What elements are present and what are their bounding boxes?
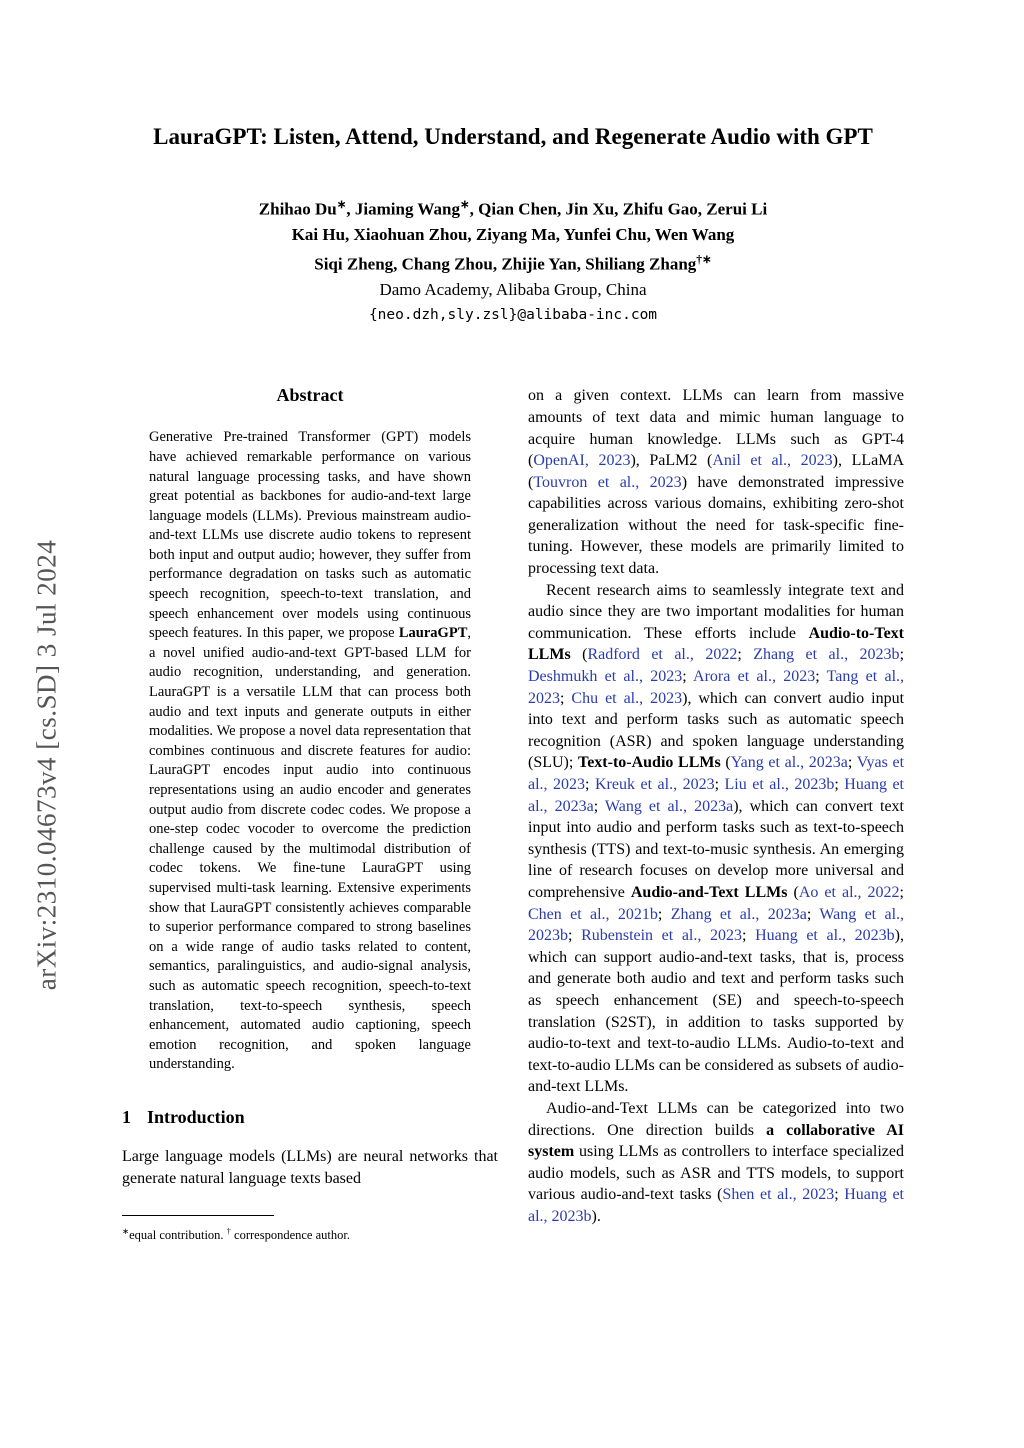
section-number: 1 xyxy=(122,1106,131,1127)
two-column-body xyxy=(122,385,904,1243)
bold-text: Audio-to-Text LLMs xyxy=(528,624,904,664)
citation-link[interactable]: Radford et al., 2022 xyxy=(587,646,738,664)
citation-link[interactable]: Huang et al., 2023a xyxy=(528,776,904,815)
section-heading-introduction xyxy=(122,1107,498,1128)
affiliation: Damo Academy, Alibaba Group, China xyxy=(379,280,647,300)
superscript: ∗ xyxy=(122,1226,130,1237)
author-line: Zhihao Du∗, Jiaming Wang∗, Qian Chen, Jin Xu, Zhifu Gao, Zerui Li xyxy=(258,198,768,219)
citation-link[interactable]: Liu et al., 2023b xyxy=(724,776,835,793)
body-paragraph: Audio-and-Text LLMs can be categorized into two directions. One direction builds a collaborative AI system using LLMs as controllers to interface specialized audio models, such as ASR and TTS models, to support various audio-and-text tasks (Shen et al., 2023; Huang et al., 2023b). xyxy=(528,1099,905,1225)
superscript: ∗ xyxy=(459,198,470,211)
arxiv-watermark: arXiv:2310.04673v4 [cs.SD] 3 Jul 2024 xyxy=(31,539,62,991)
bold-text: a collaborative AI system xyxy=(528,1121,905,1161)
citation-link[interactable]: Anil et al., 2023 xyxy=(712,452,833,470)
citation-link[interactable]: Touvron et al., 2023 xyxy=(533,473,682,491)
citation-link[interactable]: Ao et al., 2022 xyxy=(798,883,900,901)
right-column xyxy=(528,385,904,1243)
citation-link[interactable]: Vyas et al., 2023 xyxy=(528,754,905,793)
superscript: †∗ xyxy=(696,252,712,266)
superscript: ∗ xyxy=(336,198,347,211)
citation-link[interactable]: Zhang et al., 2023a xyxy=(670,905,807,923)
bold-text: Text-to-Audio LLMs xyxy=(577,754,721,772)
author-line: Kai Hu, Xiaohuan Zhou, Ziyang Ma, Yunfei Chu, Wen Wang xyxy=(291,224,735,244)
paper-content xyxy=(122,124,904,1243)
citation-link[interactable]: Chen et al., 2021b xyxy=(528,905,658,923)
citation-link[interactable]: Wang et al., 2023a xyxy=(604,797,734,815)
citation-link[interactable]: Shen et al., 2023 xyxy=(722,1186,835,1204)
footnote-rule xyxy=(122,1215,274,1216)
citation-link[interactable]: Huang et al., 2023b xyxy=(528,1186,905,1225)
body-paragraph: on a given context. LLMs can learn from massive amounts of text data and mimic human language to acquire human knowledge. LLMs such as GPT-4 (OpenAI, 2023), PaLM2 (Anil et al., 2023), LLaMA (Touvron et al., 2023) have demonstrated impressive capabilities across various domains, exhibiting zero-shot generalization without the need for task-specific fine-tuning. However, these models are primarily limited to processing text data. xyxy=(528,387,905,578)
citation-link[interactable]: Chu et al., 2023 xyxy=(571,689,683,707)
contact-email: {neo.dzh,sly.zsl}@alibaba-inc.com xyxy=(368,307,658,324)
citation-link[interactable]: Rubenstein et al., 2023 xyxy=(581,927,742,945)
citation-link[interactable]: Huang et al., 2023b xyxy=(755,927,895,945)
author-block xyxy=(122,192,904,276)
paper-title: LauraGPT: Listen, Attend, Understand, and Regenerate Audio with GPT xyxy=(153,124,873,149)
citation-link[interactable]: Kreuk et al., 2023 xyxy=(595,776,715,793)
body-paragraph: Recent research aims to seamlessly integrate text and audio since they are two important modalities for human communication. These efforts include Audio-to-Text LLMs (Radford et al., 2022; Zhang et al., 2023b; Deshmukh et al., 2023; Arora et al., 2023; Tang et al., 2023; Chu et al., 2023), which can convert audio input into text and perform tasks such as automatic speech recognition (ASR) and spoken language understanding (SLU); Text-to-Audio LLMs (Yang et al., 2023a; Vyas et al., 2023; Kreuk et al., 2023; Liu et al., 2023b; Huang et al., 2023a; Wang et al., 2023a), which can convert text input into audio and perform tasks such as text-to-speech synthesis (TTS) and text-to-music synthesis. An emerging line of research focuses on develop more universal and comprehensive Audio-and-Text LLMs (Ao et al., 2022; Chen et al., 2021b; Zhang et al., 2023a; Wang et al., 2023b; Rubenstein et al., 2023; Huang et al., 2023b), which can support audio-and-text tasks, that is, process and generate both audio and text and perform tasks such as speech enhancement (SE) and speech-to-speech translation (S2ST), in addition to tasks supported by audio-to-text and text-to-audio LLMs. Audio-to-text and text-to-audio LLMs can be considered as subsets of audio-and-text LLMs. xyxy=(528,581,905,1096)
left-column xyxy=(122,385,498,1243)
superscript: † xyxy=(226,1226,231,1237)
footnote-text: ∗equal contribution. † correspondence author. xyxy=(122,1226,350,1243)
bold-text: LauraGPT xyxy=(398,625,468,642)
abstract-heading: Abstract xyxy=(276,385,344,406)
author-line: Siqi Zheng, Chang Zhou, Zhijie Yan, Shiliang Zhang†∗ xyxy=(314,252,712,274)
footnote-block xyxy=(122,1215,498,1243)
citation-link[interactable]: Tang et al., 2023 xyxy=(528,668,905,707)
citation-link[interactable]: Zhang et al., 2023b xyxy=(753,646,900,664)
abstract-text: Generative Pre-trained Transformer (GPT) models have achieved remarkable performance on various natural language processing tasks, and have shown great potential as backbones for audio-and-text large language models (LLMs). Previous mainstream audio-and-text LLMs use discrete audio tokens to represent both input and output audio; however, they suffer from performance degradation on tasks such as automatic speech recognition, speech-to-text translation, and speech enhancement over models using continuous speech features. In this paper, we propose LauraGPT, a novel unified audio-and-text GPT-based LLM for audio recognition, understanding, and generation. LauraGPT is a versatile LLM that can process both audio and text inputs and generate outputs in either modalities. We propose a novel data representation that combines continuous and discrete features for audio: LauraGPT encodes input audio into continuous representations using an audio encoder and generates output audio from discrete codec codes. We propose a one-step codec vocoder to overcome the prediction challenge caused by the multimodal distribution of codec tokens. We fine-tune LauraGPT using supervised multi-task learning. Extensive experiments show that LauraGPT consistently achieves comparable to superior performance compared to strong baselines on a wide range of audio tasks related to content, semantics, paralinguistics, and audio-signal analysis, such as automatic speech recognition, speech-to-text translation, text-to-speech synthesis, speech enhancement, automated audio captioning, speech emotion recognition, and spoken language understanding. xyxy=(149,429,471,1073)
citation-link[interactable]: Arora et al., 2023 xyxy=(693,668,816,686)
citation-link[interactable]: OpenAI, 2023 xyxy=(533,452,631,470)
intro-paragraph: Large language models (LLMs) are neural networks that generate natural language texts based xyxy=(122,1147,498,1187)
citation-link[interactable]: Yang et al., 2023a xyxy=(730,754,848,772)
citation-link[interactable]: Wang et al., 2023b xyxy=(528,905,905,945)
citation-link[interactable]: Deshmukh et al., 2023 xyxy=(528,668,683,686)
bold-text: Audio-and-Text LLMs xyxy=(630,883,788,901)
section-title: Introduction xyxy=(147,1106,245,1127)
